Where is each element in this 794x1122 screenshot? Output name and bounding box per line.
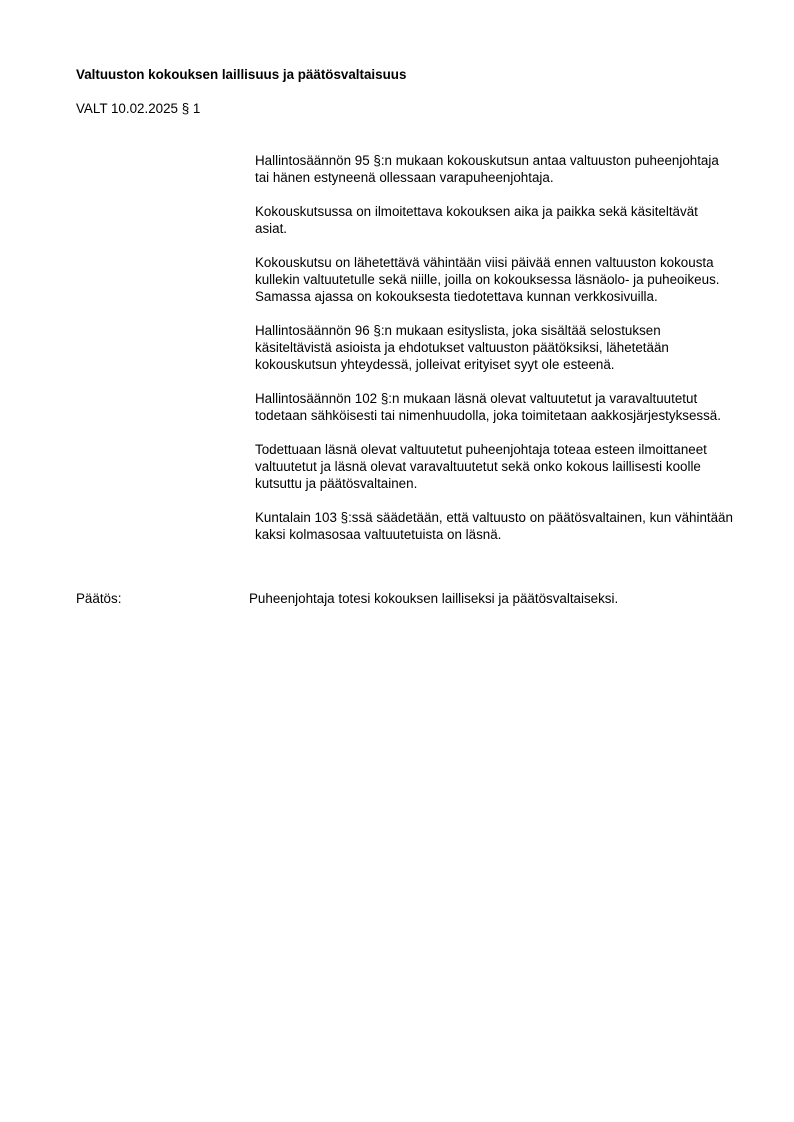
meeting-reference: VALT 10.02.2025 § 1 [76, 101, 201, 116]
paragraph: Hallintosäännön 96 §:n mukaan esityslista, joka sisältää selostuksen käsiteltävistä asioista ja ehdotukset valtuuston päätöksiksi, lähetetään kokouskutsun yhteydessä, jolleivat erityiset syyt ole esteenä. [255, 323, 669, 372]
paragraph: Hallintosäännön 102 §:n mukaan läsnä olevat valtuutetut ja varavaltuutetut todetaan sähköisesti tai nimenhuudolla, joka toimitetaan aakkosjärjestyksessä. [255, 391, 721, 423]
paragraph: Todettuaan läsnä olevat valtuutetut puheenjohtaja toteaa esteen ilmoittaneet valtuutetut ja läsnä olevat varavaltuutetut sekä onko kokous laillisesti koolle kutsuttu ja päätösvaltainen. [255, 442, 707, 491]
decision-text: Puheenjohtaja totesi kokouksen lailliseksi ja päätösvaltaiseksi. [249, 591, 619, 606]
decision-label: Päätös: [76, 591, 122, 606]
paragraph: Kokouskutsussa on ilmoitettava kokouksen aika ja paikka sekä käsiteltävät asiat. [255, 204, 698, 236]
presentation-text [255, 152, 733, 560]
paragraph: Hallintosäännön 95 §:n mukaan kokouskutsun antaa valtuuston puheenjohtaja tai hänen estyneenä ollessaan varapuheenjohtaja. [255, 153, 719, 185]
paragraph: Kokouskutsu on lähetettävä vähintään viisi päivää ennen valtuuston kokousta kullekin valtuutetulle sekä niille, joilla on kokouksessa läsnäolo- ja puheoikeus. Samassa ajassa on kokouksesta tiedotettava kunnan verkkosivuilla. [255, 255, 720, 304]
document-title: Valtuuston kokouksen laillisuus ja päätösvaltaisuus [76, 67, 407, 82]
paragraph: Kuntalain 103 §:ssä säädetään, että valtuusto on päätösvaltainen, kun vähintään kaksi kolmasosaa valtuutetuista on läsnä. [255, 510, 733, 542]
